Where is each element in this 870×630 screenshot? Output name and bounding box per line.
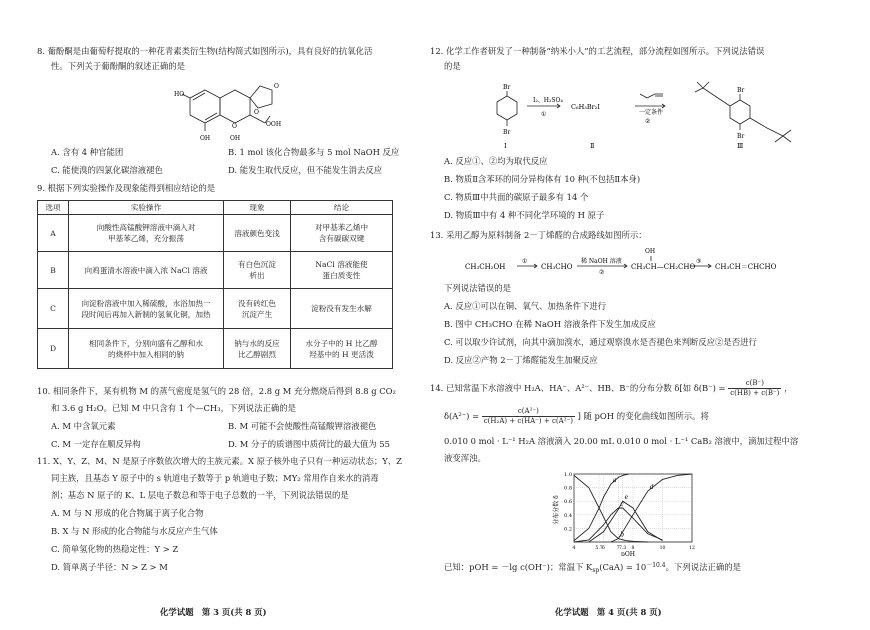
q14-stem-line3: 0.010 0 mol · L⁻¹ H₂A 溶液滴入 20.00 mL 0.010 0 mol · L⁻¹ CaB₂ 溶液中，滴加过程中溶 bbox=[444, 436, 799, 446]
chart-xtick: 7.3 bbox=[619, 546, 627, 551]
chart-xtick: 8 bbox=[631, 546, 635, 551]
q12-step-2: ② bbox=[645, 118, 651, 125]
q11-option-d[interactable]: D. 简单离子半径：N > Z > M bbox=[51, 562, 168, 572]
q14-distribution-chart bbox=[552, 470, 697, 556]
q11-option-b[interactable]: B. X 与 N 形成的化合物能与水反应产生气体 bbox=[51, 526, 218, 536]
q12-step-1: ① bbox=[541, 111, 547, 118]
q9-table bbox=[37, 200, 393, 369]
chart-ylabel: 分布分数 δ bbox=[553, 495, 560, 525]
chart-xtick: 4 bbox=[572, 546, 576, 551]
right-page-footer: 化学试题 第 4 页(共 8 页) bbox=[555, 607, 662, 617]
q13-acetaldehyde: CH₃CHO bbox=[541, 263, 573, 271]
q9-row-a-option: A bbox=[38, 215, 69, 252]
q13-ethanol: CH₃CH₂OH bbox=[465, 263, 506, 271]
q13-intermediate: CH₃CH—CH₂CHO bbox=[631, 263, 696, 271]
q11-stem-line1: 11. X、Y、Z、M、N 是原子序数依次增大的主族元素。X 原子核外电子只有一种运动状态；Y、Z bbox=[37, 456, 402, 466]
chart-xtick: 6 bbox=[602, 546, 605, 551]
q13-option-a[interactable]: A. 反应①可以在铜、氧气、加热条件下进行 bbox=[444, 301, 607, 311]
q13-synthesis-route bbox=[465, 244, 845, 276]
chart-series-label: d bbox=[649, 484, 654, 491]
q11-stem-line3: 剂；基态 N 原子的 K、L 层电子数总和等于电子总数的一半，下列说法错误的是 bbox=[51, 490, 349, 500]
q8-option-d[interactable]: D. 能发生取代反应，但不能发生消去反应 bbox=[228, 165, 383, 175]
q9-row-c-conclusion: 淀粉没有发生水解 bbox=[291, 289, 393, 329]
q9-row-b-phenomenon: 有白色沉淀 析出 bbox=[224, 252, 291, 289]
q11-stem-line2: 同主族，且基态 Y 原子中的 s 轨道电子数等于 p 轨道电子数；MY₂ 常用作自来水的消毒 bbox=[51, 473, 379, 483]
q8-label-o2: O bbox=[274, 83, 279, 90]
table-row bbox=[38, 289, 393, 329]
q8-label-o3: O bbox=[254, 109, 259, 116]
chart-xlabel: pOH bbox=[621, 551, 635, 556]
q13-option-b[interactable]: B. 图中 CH₃CHO 在稀 NaOH 溶液条件下发生加成反应 bbox=[444, 319, 656, 329]
q9-row-b-option: B bbox=[38, 252, 69, 289]
q9-stem: 9. 根据下列实验操作及现象能得到相应结论的是 bbox=[37, 183, 216, 193]
q12-br-4: Br bbox=[737, 133, 745, 140]
q8-stem-line2: 性。下列关于葡酚酮的叙述正确的是 bbox=[51, 61, 185, 71]
table-row bbox=[38, 329, 393, 369]
chart-ytick: 0.8 bbox=[564, 485, 572, 492]
q8-label-ooh: OOH bbox=[266, 121, 282, 128]
chart-xtick: 10 bbox=[659, 546, 666, 551]
q9-header-conclusion: 结论 bbox=[291, 201, 393, 215]
q12-label-ii: Ⅱ bbox=[590, 142, 595, 150]
q9-row-b-operation: 向鸡蛋清水溶液中滴入浓 NaCl 溶液 bbox=[69, 252, 224, 289]
q13-arrow-3: ③ bbox=[696, 258, 702, 265]
chart-series-label: e bbox=[624, 494, 629, 502]
q12-br-1: Br bbox=[503, 84, 511, 91]
q13-arrow-2-reagent: 稀 NaOH 溶液 bbox=[581, 258, 622, 265]
q12-option-c[interactable]: C. 物质Ⅲ中共面的碳原子最多有 14 个 bbox=[444, 192, 589, 202]
chart-series-label: c bbox=[620, 501, 624, 508]
q8-molecule-structure bbox=[160, 78, 300, 148]
q9-row-d-phenomenon: 钠与水的反应 比乙醇剧烈 bbox=[224, 329, 291, 369]
q13-option-d[interactable]: D. 反应②产物 2－丁烯醛能发生加聚反应 bbox=[444, 355, 598, 365]
chart-ytick: 0.2 bbox=[564, 526, 572, 533]
q12-intermediate: C₆H₃Br₂I bbox=[571, 103, 600, 111]
q12-reaction-scheme bbox=[475, 80, 835, 152]
q12-option-b[interactable]: B. 物质Ⅱ含苯环的同分异构体有 10 种(不包括Ⅱ本身) bbox=[444, 174, 641, 184]
q9-row-b-conclusion: NaCl 溶液能使 蛋白质变性 bbox=[291, 252, 393, 289]
q12-reagent-2: 一定条件 bbox=[639, 109, 664, 116]
q14-stem-line1: 14. 已知常温下水溶液中 H₂A、HA⁻、A²⁻、HB、B⁻的分布分数 δ[如 δ(B⁻) = $\frac{c(B^-)}{c(HB) + c(B^-)}$ ， bbox=[430, 379, 793, 397]
q12-label-iii: Ⅲ bbox=[737, 142, 744, 150]
q12-stem-line2: 的是 bbox=[444, 61, 461, 71]
q9-header-option: 选项 bbox=[38, 201, 69, 215]
q11-option-c[interactable]: C. 简单氢化物的热稳定性：Y > Z bbox=[51, 544, 179, 554]
q10-stem-line2: 和 3.6 g H₂O。已知 M 中只含有 1 个—CH₃，下列说法正确的是 bbox=[51, 403, 296, 413]
q12-option-a[interactable]: A. 反应①、②均为取代反应 bbox=[444, 156, 548, 166]
q12-stem-line1: 12. 化学工作者研发了一种制备“纳米小人”的工艺流程，部分流程如图所示。下列说法错误 bbox=[430, 46, 765, 56]
q13-arrow-1: ① bbox=[522, 258, 528, 265]
q8-option-b[interactable]: B. 1 mol 该化合物最多与 5 mol NaOH 反应 bbox=[228, 147, 400, 157]
q8-stem-line1: 8. 葡酚酮是由葡萄籽提取的一种花青素类衍生物(结构简式如图所示)，具有良好的抗氧化活 bbox=[37, 46, 373, 56]
chart-xtick: 5.7 bbox=[595, 546, 603, 551]
q9-row-a-phenomenon: 溶液颜色变浅 bbox=[224, 215, 291, 252]
q14-stem-line4: 液变浑浊。 bbox=[444, 453, 486, 463]
q13-stem-line2: 下列说法错误的是 bbox=[444, 283, 511, 293]
q8-label-oh1: OH bbox=[200, 135, 211, 142]
q13-option-c[interactable]: C. 可以取少许试剂，向其中滴加溴水，通过观察溴水是否褪色来判断反应②是否进行 bbox=[444, 337, 757, 347]
table-row bbox=[38, 215, 393, 252]
q9-row-d-conclusion: 水分子中的 H 比乙醇 羟基中的 H 更活泼 bbox=[291, 329, 393, 369]
q10-option-c[interactable]: C. M 一定存在顺反异构 bbox=[51, 439, 141, 449]
q8-option-a[interactable]: A. 含有 4 种官能团 bbox=[51, 147, 124, 157]
q10-option-a[interactable]: A. M 中含氧元素 bbox=[51, 421, 116, 431]
q13-product: CH₃CH＝CHCHO bbox=[715, 263, 777, 271]
chart-series-label: b bbox=[620, 531, 625, 539]
q8-label-o1: O bbox=[232, 123, 237, 130]
left-page-footer: 化学试题 第 3 页(共 8 页) bbox=[160, 607, 267, 617]
q8-label-oh2: OH bbox=[230, 135, 241, 142]
q12-option-d[interactable]: D. 物质Ⅲ中有 4 种不同化学环境的 H 原子 bbox=[444, 210, 605, 220]
q10-stem-line1: 10. 相同条件下，某有机物 M 的蒸气密度是氢气的 28 倍，2.8 g M 充分燃烧后得到 8.8 g CO₂ bbox=[37, 386, 396, 396]
q13-arrow-2-step: ② bbox=[599, 269, 605, 276]
chart-ytick: 1.0 bbox=[564, 472, 572, 478]
q9-header-phenomenon: 现象 bbox=[224, 201, 291, 215]
q9-header-operation: 实验操作 bbox=[69, 201, 224, 215]
q14-stem-line2: δ(A²⁻) = $\frac{\text{c(A²⁻)}}{\text{c(H₂A) + c(HA⁻) + c(A²⁻)}}$ ] 随 pOH 的变化曲线如图所示。将 bbox=[444, 407, 709, 425]
q9-row-c-phenomenon: 没有砖红色 沉淀产生 bbox=[224, 289, 291, 329]
chart-xtick: 12 bbox=[689, 546, 695, 551]
q11-option-a[interactable]: A. M 与 N 形成的化合物属于离子化合物 bbox=[51, 508, 204, 518]
q12-reagent-1: I₂、H₂SO₄ bbox=[533, 97, 563, 104]
q14-fraction-b: $\frac{c(B^-)}{c(HB) + c(B^-)}$ bbox=[730, 379, 780, 397]
q9-row-d-operation: 相同条件下，分别向盛有乙醇和水 的烧杯中加入相同的钠 bbox=[69, 329, 224, 369]
q10-option-b[interactable]: B. M 可能不会使酸性高锰酸钾溶液褪色 bbox=[228, 421, 377, 431]
q9-row-c-operation: 向淀粉溶液中加入稀硫酸，水浴加热一 段时间后再加入新制的氢氧化铜，加热 bbox=[69, 289, 224, 329]
q9-row-a-conclusion: 对甲基苯乙烯中 含有碳碳双键 bbox=[291, 215, 393, 252]
q9-row-a-operation: 向酸性高锰酸钾溶液中滴入对 甲基苯乙烯，充分振荡 bbox=[69, 215, 224, 252]
table-row bbox=[38, 252, 393, 289]
q8-option-c[interactable]: C. 能使溴的四氯化碳溶液褪色 bbox=[51, 165, 163, 175]
q14-given: 已知：pOH = －lg c(OH⁻)；常温下 $K_{sp}(CaA) = 10^{-10.4}$。下列说法正确的是 bbox=[444, 562, 741, 574]
q12-br-3: Br bbox=[737, 87, 745, 94]
q9-row-d-option: D bbox=[38, 329, 69, 369]
chart-series-label: a bbox=[612, 477, 617, 485]
q12-br-2: Br bbox=[503, 129, 511, 136]
chart-xtick: 7 bbox=[616, 546, 620, 551]
q14-fraction-a: $\frac{\text{c(A²⁻)}}{\text{c(H₂A) + c(HA⁻) + c(A²⁻)}}$ bbox=[483, 407, 573, 425]
chart-ytick: 0.6 bbox=[564, 499, 572, 506]
q8-label-ho: HO bbox=[174, 91, 185, 98]
q10-option-d[interactable]: D. M 分子的质谱图中质荷比的最大值为 55 bbox=[228, 439, 390, 449]
q12-label-i: Ⅰ bbox=[504, 142, 507, 150]
q13-stem-line1: 13. 采用乙醇为原料制备 2－丁烯醛的合成路线如图所示： bbox=[430, 230, 647, 240]
chart-ytick: 0.4 bbox=[564, 512, 572, 519]
q13-oh: OH bbox=[645, 248, 656, 255]
q9-row-c-option: C bbox=[38, 289, 69, 329]
